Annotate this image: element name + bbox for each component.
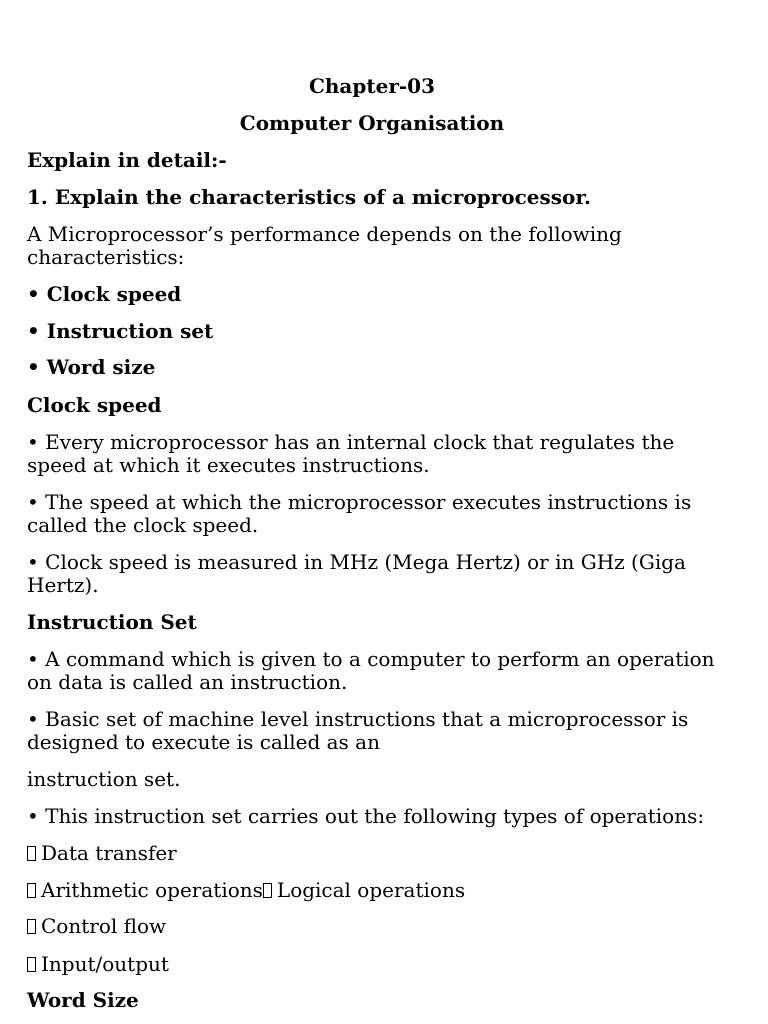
checkbox-glyph-icon bbox=[27, 883, 36, 898]
operation-label: Input/output bbox=[41, 952, 169, 976]
paragraph-line: called the clock speed. bbox=[27, 513, 259, 537]
checkbox-glyph-icon bbox=[263, 883, 272, 898]
paragraph-line: • The speed at which the microprocessor executes instructions is bbox=[27, 490, 692, 514]
characteristic-item: • Clock speed bbox=[27, 282, 182, 306]
checkbox-glyph-icon bbox=[27, 919, 36, 934]
operation-label: Logical operations bbox=[276, 878, 466, 902]
checkbox-glyph-icon bbox=[27, 846, 36, 861]
operation-item bbox=[27, 952, 169, 976]
paragraph-line: instruction set. bbox=[27, 767, 181, 791]
operation-item bbox=[27, 914, 166, 938]
characteristic-item: • Word size bbox=[27, 355, 156, 379]
operation-item bbox=[27, 841, 177, 865]
paragraph-line: on data is called an instruction. bbox=[27, 670, 348, 694]
instruction-heading: Explain in detail:- bbox=[27, 148, 227, 172]
intro-text-line: A Microprocessor’s performance depends on the following bbox=[27, 222, 622, 246]
paragraph-line: • Every microprocessor has an internal clock that regulates the bbox=[27, 430, 675, 454]
paragraph-line: • Clock speed is measured in MHz (Mega Hertz) or in GHz (Giga bbox=[27, 550, 686, 574]
paragraph-line: speed at which it executes instructions. bbox=[27, 453, 430, 477]
characteristic-item: • Instruction set bbox=[27, 319, 214, 343]
chapter-title: Computer Organisation bbox=[239, 111, 505, 135]
question-heading: 1. Explain the characteristics of a microprocessor. bbox=[27, 185, 591, 209]
paragraph-line: • A command which is given to a computer to perform an operation bbox=[27, 647, 715, 671]
section-heading-word-size: Word Size bbox=[27, 988, 139, 1012]
operation-label: Control flow bbox=[41, 914, 167, 938]
section-heading-instruction-set: Instruction Set bbox=[27, 610, 197, 634]
operation-label: Data transfer bbox=[41, 841, 177, 865]
operation-label: Arithmetic operations bbox=[41, 878, 263, 902]
paragraph-line: • This instruction set carries out the following types of operations: bbox=[27, 804, 705, 828]
section-heading-clock-speed: Clock speed bbox=[27, 393, 162, 417]
intro-text-line: characteristics: bbox=[27, 245, 185, 269]
paragraph-line: Hertz). bbox=[27, 573, 99, 597]
operation-item bbox=[27, 878, 465, 902]
paragraph-line: • Basic set of machine level instructions that a microprocessor is bbox=[27, 707, 689, 731]
chapter-number: Chapter-03 bbox=[308, 74, 436, 98]
paragraph-line: designed to execute is called as an bbox=[27, 730, 380, 754]
checkbox-glyph-icon bbox=[27, 957, 36, 972]
